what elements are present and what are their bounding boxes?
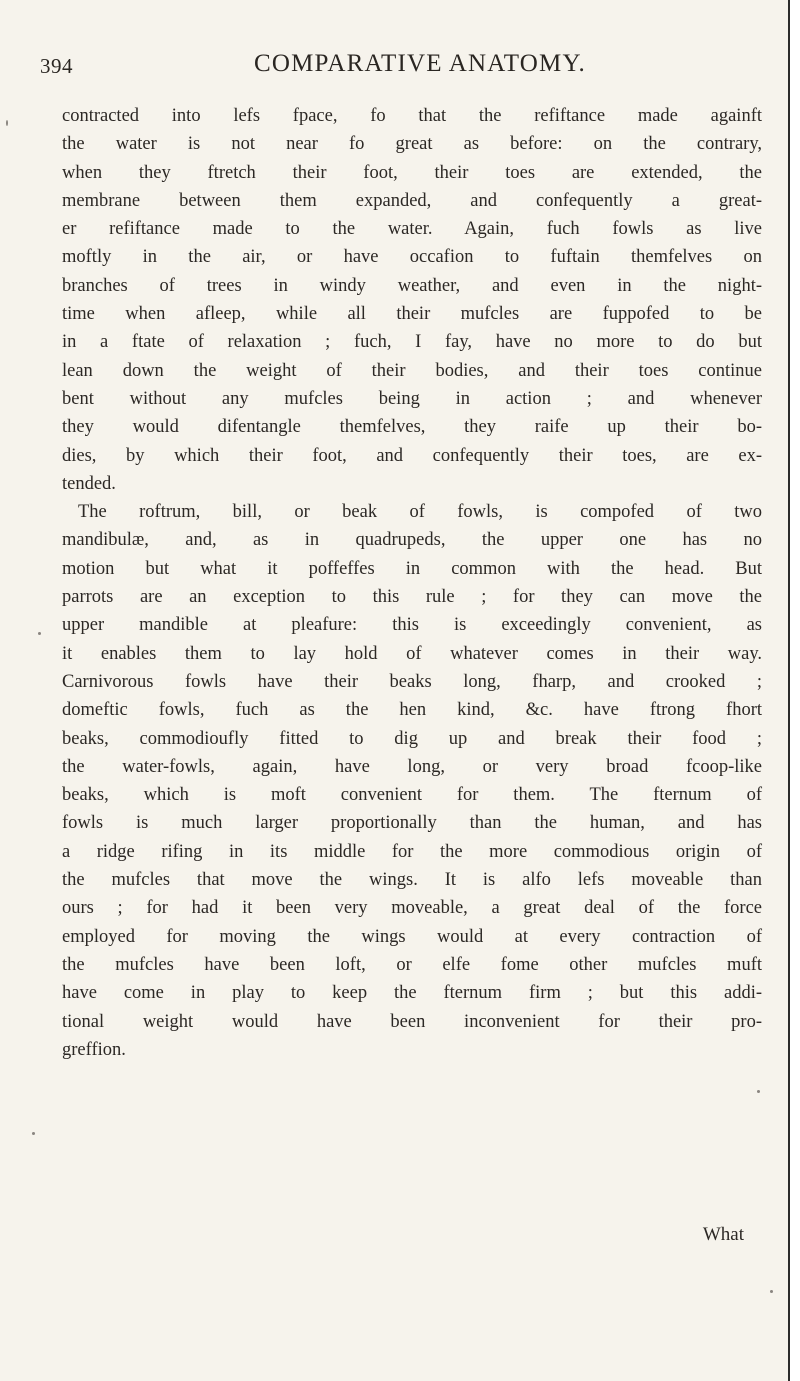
text-line: dies, by which their foot, and confequently their toes, are ex- xyxy=(62,445,762,466)
text-line: membrane between them expanded, and confequently a great- xyxy=(62,190,762,211)
text-line: branches of trees in windy weather, and even in the night- xyxy=(62,275,762,296)
text-line: in a ftate of relaxation ; fuch, I fay, have no more to do but xyxy=(62,332,762,353)
text-line: mandibulæ, and, as in quadrupeds, the upper one has no xyxy=(62,530,762,551)
paper-speck xyxy=(32,1132,35,1135)
text-line: motion but what it poffeffes in common with the head. But xyxy=(62,558,762,579)
text-line: ours ; for had it been very moveable, a great deal of the force xyxy=(62,898,762,919)
text-line: tional weight would have been inconvenient for their pro- xyxy=(62,1011,762,1032)
text-line: time when afleep, while all their mufcles are fuppofed to be xyxy=(62,304,762,325)
text-line: beaks, commodioufly fitted to dig up and break their food ; xyxy=(62,728,762,749)
page-header xyxy=(40,50,780,84)
text-line: when they ftretch their foot, their toes are extended, the xyxy=(62,162,762,183)
paper-speck xyxy=(38,632,41,635)
text-line: the mufcles that move the wings. It is alfo lefs moveable than xyxy=(62,870,762,891)
text-line: parrots are an exception to this rule ; for they can move the xyxy=(62,587,762,608)
running-head: COMPARATIVE ANATOMY. xyxy=(254,50,586,77)
text-line: upper mandible at pleafure: this is exceedingly convenient, as xyxy=(62,615,762,636)
text-line: greffion. xyxy=(62,1039,126,1060)
text-line: the water-fowls, again, have long, or very broad fcoop-like xyxy=(62,756,762,777)
text-line: Carnivorous fowls have their beaks long, fharp, and crooked ; xyxy=(62,671,762,692)
text-line: employed for moving the wings would at every contraction of xyxy=(62,926,762,947)
paper-speck xyxy=(757,1090,760,1093)
catchword: What xyxy=(702,1224,744,1245)
body-text xyxy=(62,102,762,1064)
text-line: fowls is much larger proportionally than the human, and has xyxy=(62,813,762,834)
text-line: lean down the weight of their bodies, and their toes continue xyxy=(62,360,762,381)
text-line: contracted into lefs fpace, fo that the refiftance made againft xyxy=(62,106,762,126)
paper-speck xyxy=(770,1290,773,1293)
text-line: domeftic fowls, fuch as the hen kind, &c. have ftrong fhort xyxy=(62,700,762,721)
text-line: tended. xyxy=(62,473,116,494)
page-number: 394 xyxy=(40,54,73,78)
text-line: er refiftance made to the water. Again, fuch fowls as live xyxy=(62,219,762,240)
paper-speck xyxy=(6,120,8,126)
text-line: it enables them to lay hold of whatever comes in their way. xyxy=(62,643,762,664)
text-line: bent without any mufcles being in action ; and whenever xyxy=(62,388,762,409)
text-line: the mufcles have been loft, or elfe fome other mufcles muft xyxy=(62,954,762,975)
text-line: a ridge rifing in its middle for the more commodious origin of xyxy=(62,841,762,862)
paragraph-start-line: The roftrum, bill, or beak of fowls, is compofed of two xyxy=(78,502,762,523)
text-line: moftly in the air, or have occafion to fuftain themfelves on xyxy=(62,247,762,268)
text-line: have come in play to keep the fternum firm ; but this addi- xyxy=(62,983,762,1004)
text-line: beaks, which is moft convenient for them. The fternum of xyxy=(62,785,762,806)
text-line: they would difentangle themfelves, they raife up their bo- xyxy=(62,417,762,438)
text-line: the water is not near fo great as before: on the contrary, xyxy=(62,134,762,155)
